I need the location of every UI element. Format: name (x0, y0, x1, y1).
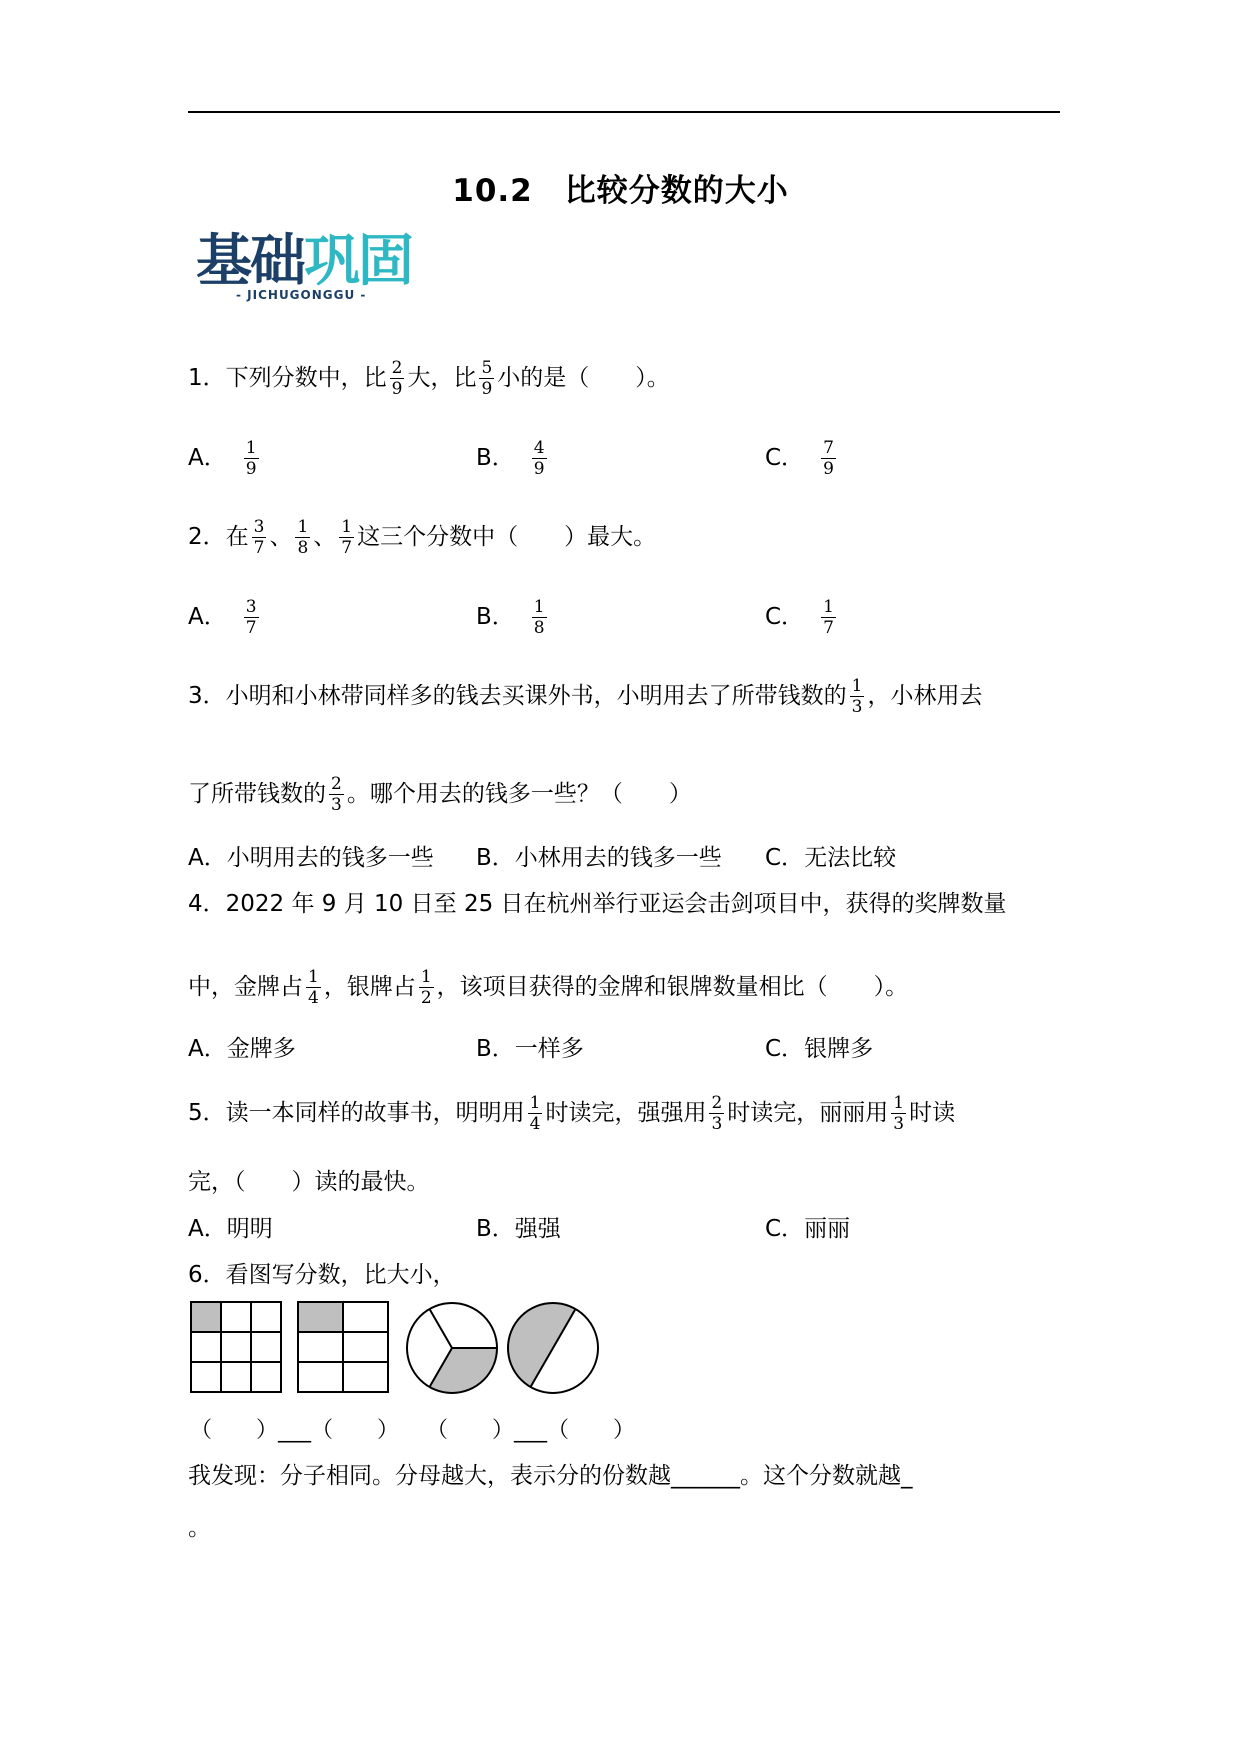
denominator: 3 (851, 697, 863, 717)
question-5-cont (188, 1167, 430, 1197)
numerator: 3 (245, 597, 257, 617)
shaded-cell (191, 1302, 221, 1332)
fraction (295, 518, 310, 557)
question-text: 小的是（ ）。 (497, 365, 670, 391)
option-text: 一样多 (514, 1036, 584, 1062)
numerator: 1 (533, 597, 545, 617)
numerator: 1 (851, 676, 863, 696)
finding-text: 我发现：分子相同。分母越大，表示分的份数越______。这个分数就越_ (188, 1463, 913, 1489)
q5-option-c[interactable] (765, 1214, 850, 1244)
question-text: 时读完，强强用 (545, 1100, 707, 1126)
question-text: ，银牌占 (323, 974, 416, 1000)
fraction (244, 598, 259, 637)
question-text: 在 (225, 524, 249, 550)
q3-option-a[interactable] (188, 843, 434, 873)
question-text: 时读完，丽丽用 (727, 1100, 889, 1126)
denominator: 3 (711, 1114, 723, 1134)
denominator: 9 (481, 379, 493, 399)
q1-option-a[interactable] (188, 439, 262, 478)
denominator: 9 (245, 459, 257, 479)
question-5 (188, 1094, 955, 1133)
option-label: C． (765, 1216, 805, 1242)
numerator: 1 (823, 597, 834, 617)
option-label: A． (188, 445, 227, 471)
circle-figure-halves (506, 1301, 600, 1395)
section-badge (196, 229, 412, 302)
option-label: A． (188, 845, 227, 871)
option-text: 无法比较 (804, 845, 897, 871)
question-number: 2． (188, 524, 226, 550)
numerator: 1 (341, 517, 353, 537)
question-text: 。哪个用去的钱多一些？（ ） (346, 781, 692, 807)
question-text: 了所带钱数的 (188, 781, 326, 807)
separator: 、 (269, 524, 293, 550)
q2-option-c[interactable] (765, 598, 839, 637)
header-rule (188, 111, 1060, 113)
question-text: ，小林用去 (867, 683, 983, 709)
numerator: 7 (823, 438, 834, 458)
option-label: B． (476, 1216, 515, 1242)
fraction (709, 1094, 724, 1133)
question-number: 4． (188, 891, 226, 917)
q5-option-b[interactable] (476, 1214, 561, 1244)
option-label: A． (188, 1036, 227, 1062)
option-label: B． (476, 604, 515, 630)
denominator: 2 (420, 988, 432, 1008)
denominator: 8 (533, 618, 545, 638)
fraction (891, 1094, 906, 1133)
question-3 (188, 677, 982, 716)
option-label: C． (765, 1036, 805, 1062)
q2-option-a[interactable] (188, 598, 262, 637)
badge-subtitle: - JICHUGONGGU - (236, 288, 367, 302)
question-6 (188, 1260, 456, 1290)
fraction (850, 677, 865, 716)
denominator: 7 (341, 538, 353, 558)
question-3-cont (188, 775, 692, 814)
numerator: 1 (245, 438, 257, 458)
question-text: 大，比 (407, 365, 477, 391)
question-number: 6． (188, 1262, 226, 1288)
grid-figure-2 (297, 1301, 389, 1393)
fraction (821, 439, 836, 478)
option-text: 银牌多 (804, 1036, 874, 1062)
numerator: 1 (297, 517, 309, 537)
shaded-half (508, 1303, 576, 1387)
denominator: 7 (823, 618, 834, 638)
numerator: 2 (711, 1093, 723, 1113)
q3-option-b[interactable] (476, 843, 722, 873)
q4-option-a[interactable] (188, 1034, 296, 1064)
question-text: 小明和小林带同样多的钱去买课外书，小明用去了所带钱数的 (225, 683, 847, 709)
option-label: B． (476, 845, 515, 871)
numerator: 1 (529, 1093, 541, 1113)
fraction (821, 598, 836, 637)
fraction (532, 439, 547, 478)
comparison-blanks-2[interactable]: （ ）___（ ） (426, 1418, 636, 1443)
question-text: 这三个分数中（ ）最大。 (357, 524, 657, 550)
question-number: 1． (188, 365, 226, 391)
option-text: 明明 (226, 1216, 273, 1242)
option-label: C． (765, 445, 805, 471)
question-number: 3． (188, 683, 226, 709)
numerator: 2 (391, 358, 403, 378)
comparison-blanks-1[interactable]: （ ）___（ ） (190, 1418, 400, 1443)
q1-option-c[interactable] (765, 439, 839, 478)
fraction (390, 359, 405, 398)
denominator: 9 (533, 459, 545, 479)
denominator: 4 (308, 988, 319, 1008)
fraction (528, 1094, 543, 1133)
option-text: 丽丽 (804, 1216, 851, 1242)
q1-option-b[interactable] (476, 439, 550, 478)
option-text: 金牌多 (226, 1036, 296, 1062)
circle-figure-thirds (405, 1301, 499, 1395)
fraction (252, 518, 267, 557)
question-2 (188, 518, 656, 557)
numerator: 1 (308, 967, 319, 987)
fraction (532, 598, 547, 637)
denominator: 3 (331, 795, 342, 815)
q3-option-c[interactable] (765, 843, 896, 873)
page-title: 10.2 比较分数的大小 (452, 173, 789, 209)
denominator: 8 (297, 538, 309, 558)
fraction (419, 968, 434, 1007)
denominator: 7 (245, 618, 257, 638)
grid-figure-1 (190, 1301, 282, 1393)
badge-title-part2: 巩固 (304, 229, 412, 294)
fraction (244, 439, 259, 478)
option-text: 小明用去的钱多一些 (226, 845, 434, 871)
badge-title (196, 229, 412, 294)
question-text: 时读 (909, 1100, 956, 1126)
question-4 (188, 889, 1007, 919)
question-text: 中，金牌占 (188, 974, 303, 1000)
denominator: 9 (823, 459, 834, 479)
question-text: 下列分数中，比 (225, 365, 387, 391)
badge-title-part1: 基础 (196, 229, 304, 294)
option-text: 小林用去的钱多一些 (514, 845, 722, 871)
separator: 、 (313, 524, 337, 550)
denominator: 4 (529, 1114, 541, 1134)
numerator: 1 (893, 1093, 905, 1113)
question-text: 完，（ ）读的最快。 (188, 1169, 430, 1195)
question-text: ，该项目获得的金牌和银牌数量相比（ ）。 (436, 974, 909, 1000)
option-text: 强强 (514, 1216, 561, 1242)
question-1 (188, 359, 670, 398)
option-label: B． (476, 1036, 515, 1062)
shaded-cell (298, 1302, 343, 1332)
question-text: 2022 年 9 月 10 日至 25 日在杭州举行亚运会击剑项目中，获得的奖牌数量 (225, 891, 1007, 917)
fraction (339, 518, 354, 557)
numerator: 5 (481, 358, 493, 378)
denominator: 3 (893, 1114, 905, 1134)
question-text: 看图写分数，比大小， (225, 1262, 456, 1288)
fraction (479, 359, 494, 398)
denominator: 9 (391, 379, 403, 399)
q4-option-b[interactable] (476, 1034, 584, 1064)
numerator: 2 (331, 774, 342, 794)
q5-option-a[interactable] (188, 1214, 273, 1244)
option-label: C． (765, 604, 805, 630)
numerator: 4 (533, 438, 545, 458)
fraction (306, 968, 321, 1007)
question-text: 读一本同样的故事书，明明用 (225, 1100, 525, 1126)
q2-option-b[interactable] (476, 598, 550, 637)
finding-end: 。 (188, 1515, 211, 1541)
question-number: 5． (188, 1100, 226, 1126)
option-label: B． (476, 445, 515, 471)
option-label: A． (188, 1216, 227, 1242)
question-4-cont (188, 968, 908, 1007)
denominator: 7 (253, 538, 265, 558)
option-label: C． (765, 845, 805, 871)
numerator: 1 (420, 967, 432, 987)
fraction (329, 775, 344, 814)
q4-option-c[interactable] (765, 1034, 873, 1064)
numerator: 3 (253, 517, 265, 537)
option-label: A． (188, 604, 227, 630)
